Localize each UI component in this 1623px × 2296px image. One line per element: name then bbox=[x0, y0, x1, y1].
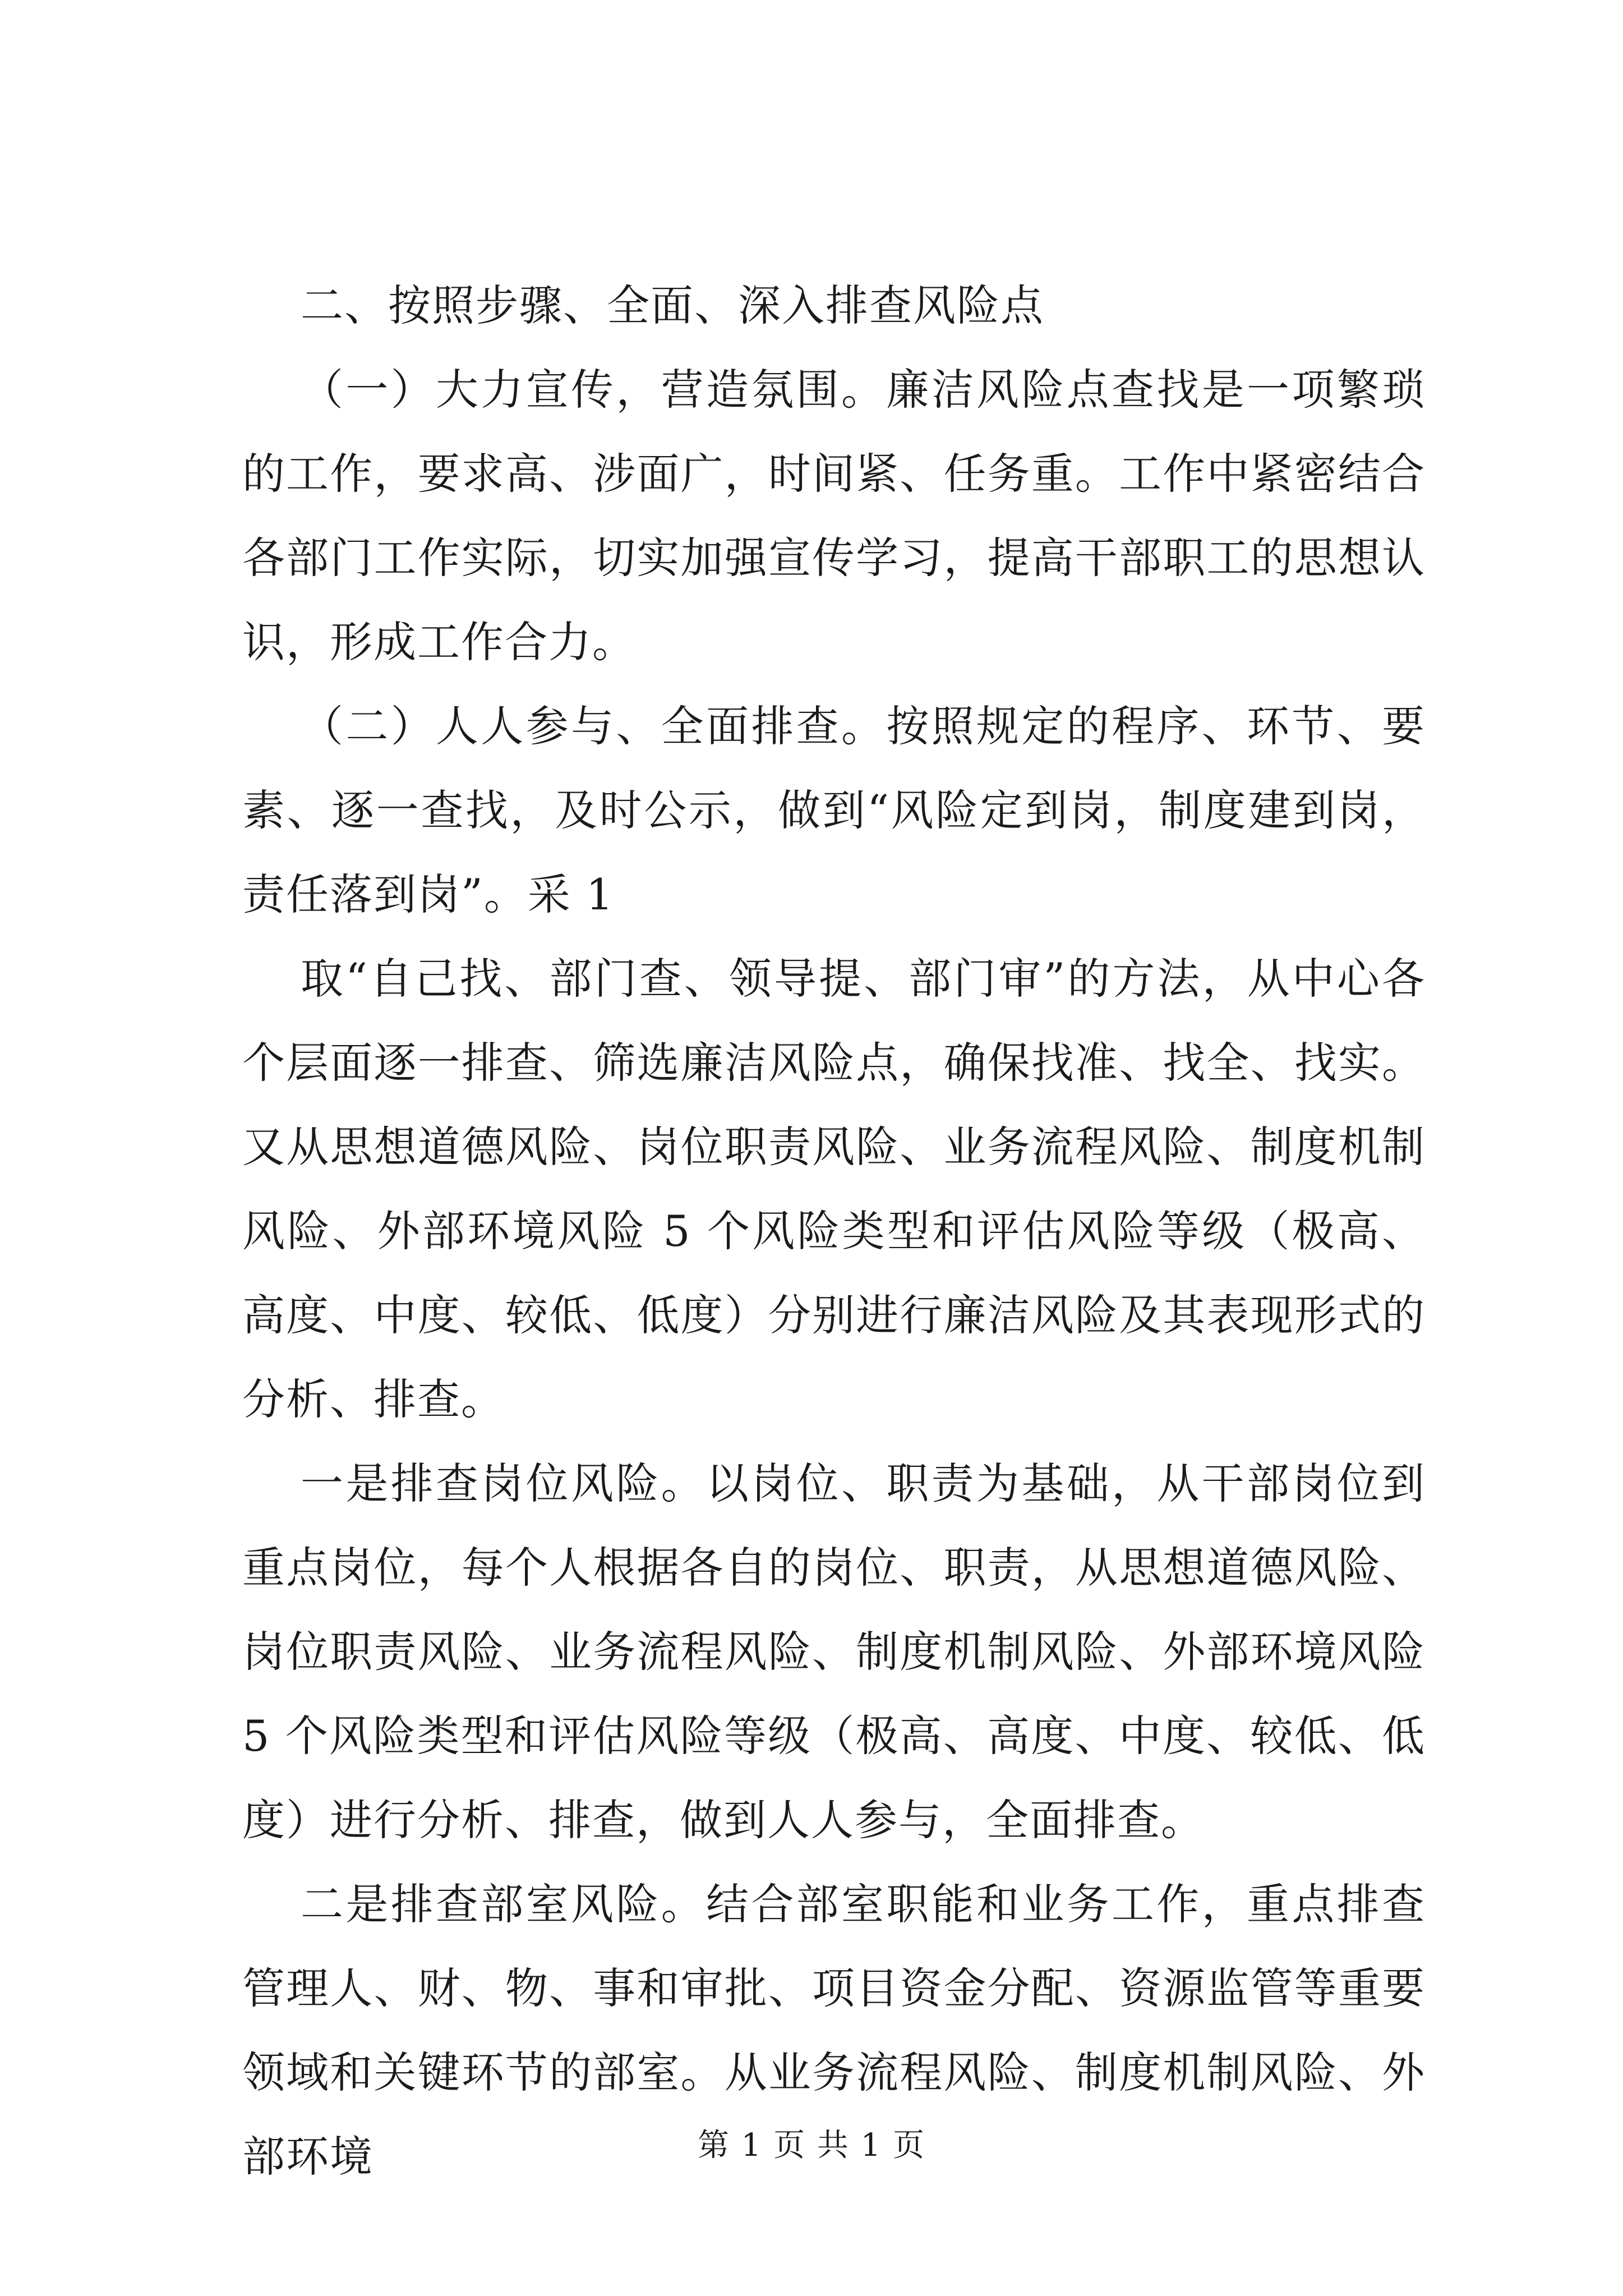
section-heading: 二、按照步骤、全面、深入排查风险点 bbox=[301, 280, 1044, 330]
paragraph-department-risk: 二是排查部室风险。结合部室职能和业务工作，重点排查管理人、财、物、事和审批、项目资金分配、资源监管等重要领域和关键环节的部室。从业务流程风险、制度机制风险、外部环境 bbox=[242, 1879, 1426, 2182]
paragraph-publicity: （一）大力宣传，营造氛围。廉洁风险点查找是一项繁琐的工作，要求高、涉面广，时间紧、任务重。工作中紧密结合各部门工作实际，切实加强宣传学习，提高干部职工的思想认识，形成工作合力。 bbox=[242, 365, 1426, 667]
page-number-footer: 第 1 页 共 1 页 bbox=[697, 2127, 926, 2164]
paragraph-post-risk: 一是排查岗位风险。以岗位、职责为基础，从干部岗位到重点岗位，每个人根据各自的岗位、职责，从思想道德风险、岗位职责风险、业务流程风险、制度机制风险、外部环境风险 5 个风险类型和评估风险等级（极高、高度、中度、较低、低度）进行分析、排查，做到人人参与，全面排查。 bbox=[242, 1458, 1426, 1845]
paragraph-participation: （二）人人参与、全面排查。按照规定的程序、环节、要素、逐一查找，及时公示，做到“风险定到岗，制度建到岗，责任落到岗”。采 1 bbox=[242, 701, 1426, 919]
paragraph-methods: 取“自己找、部门查、领导提、部门审”的方法，从中心各个层面逐一排查、筛选廉洁风险点，确保找准、找全、找实。又从思想道德风险、岗位职责风险、业务流程风险、制度机制风险、外部环境风险 5 个风险类型和评估风险等级（极高、高度、中度、较低、低度）分别进行廉洁风险及其表现形式的分析、排查。 bbox=[242, 954, 1426, 1424]
document-body bbox=[242, 264, 1426, 2199]
